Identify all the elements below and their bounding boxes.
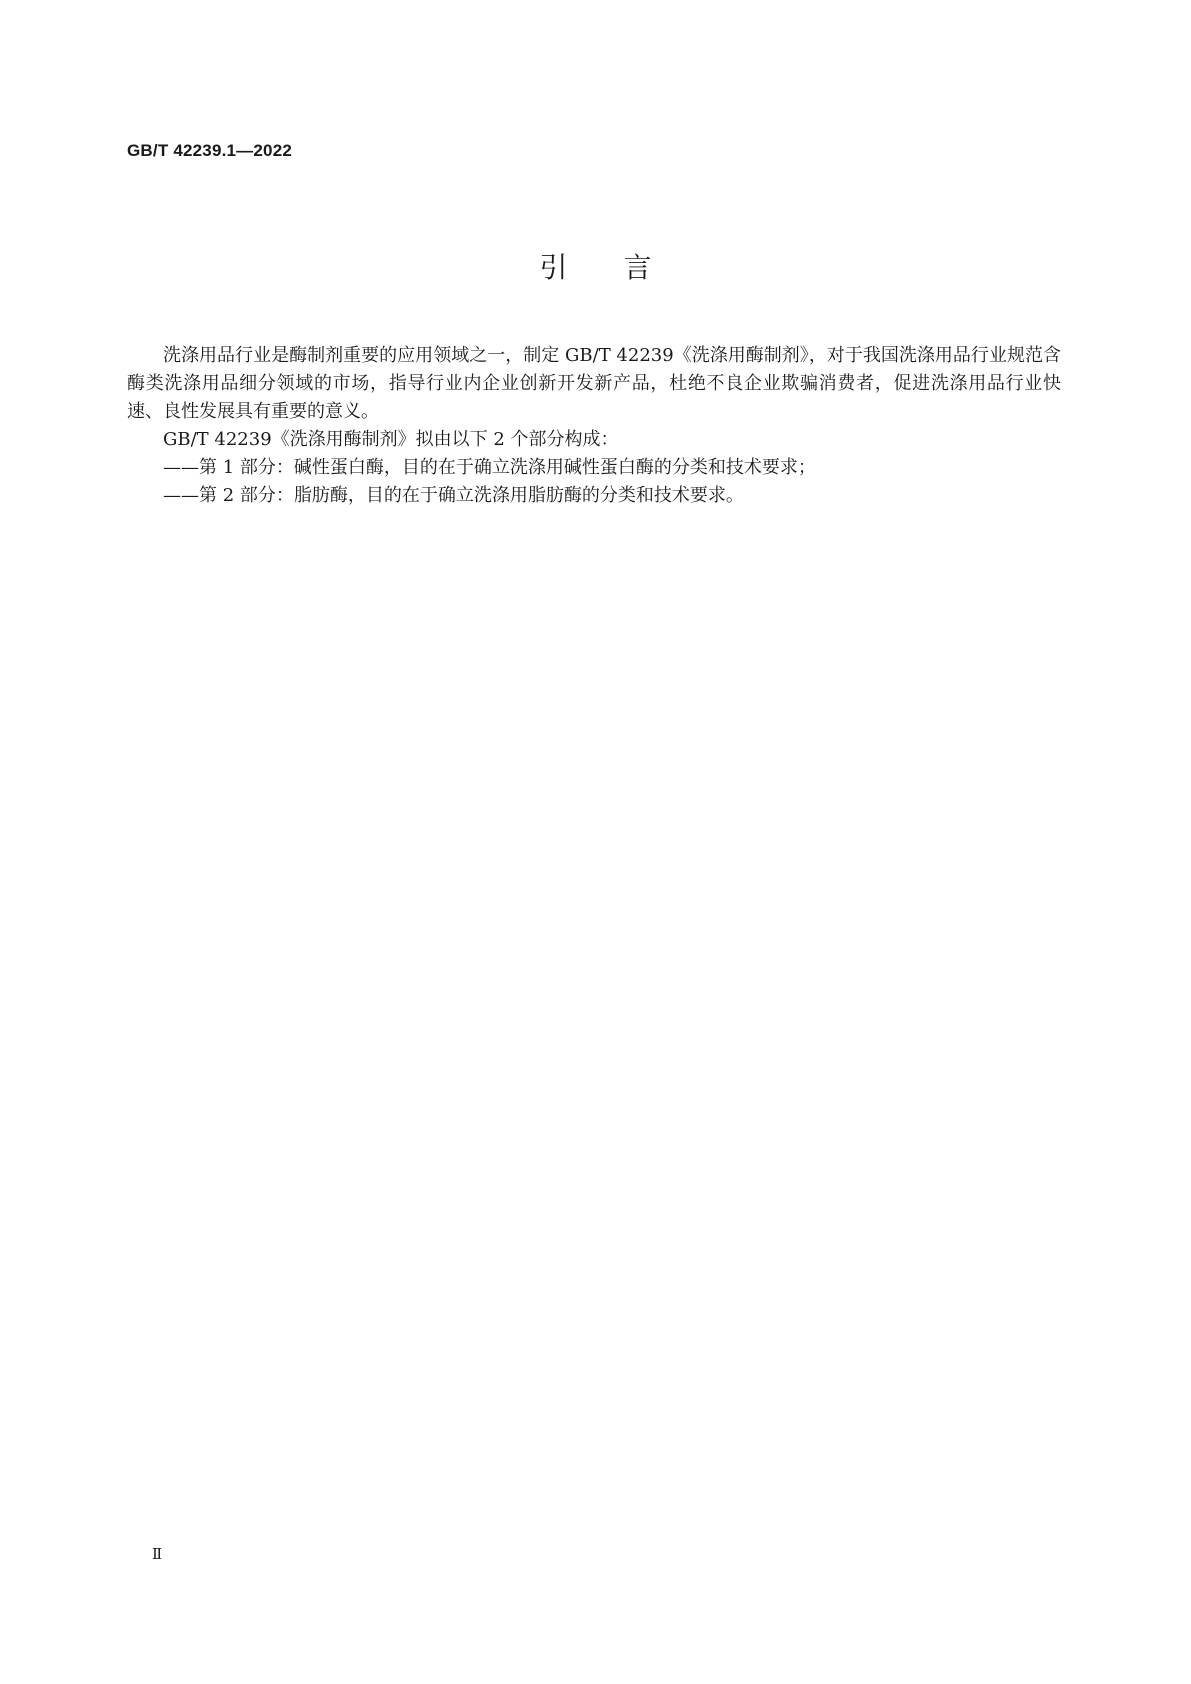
intro-paragraph: 洗涤用品行业是酶制剂重要的应用领域之一，制定 GB/T 42239《洗涤用酶制剂》，对于我国洗涤用品行业规范含酶类洗涤用品细分领域的市场，指导行业内企业创新开发新产品，杜绝不良企业欺骗消费者，促进洗涤用品行业快速、良性发展具有重要的意义。 bbox=[127, 345, 1061, 422]
standard-code: GB/T 42239.1—2022 bbox=[127, 141, 292, 160]
section-title: 引言 bbox=[539, 251, 708, 284]
parts-statement: GB/T 42239《洗涤用酶制剂》拟由以下 2 个部分构成： bbox=[163, 429, 619, 450]
page-number: Ⅱ bbox=[152, 1545, 163, 1563]
introduction-body bbox=[127, 342, 1061, 510]
list-item-part1: ——第 1 部分：碱性蛋白酶，目的在于确立洗涤用碱性蛋白酶的分类和技术要求； bbox=[163, 457, 816, 478]
list-item-part2: ——第 2 部分：脂肪酶，目的在于确立洗涤用脂肪酶的分类和技术要求。 bbox=[163, 485, 744, 506]
